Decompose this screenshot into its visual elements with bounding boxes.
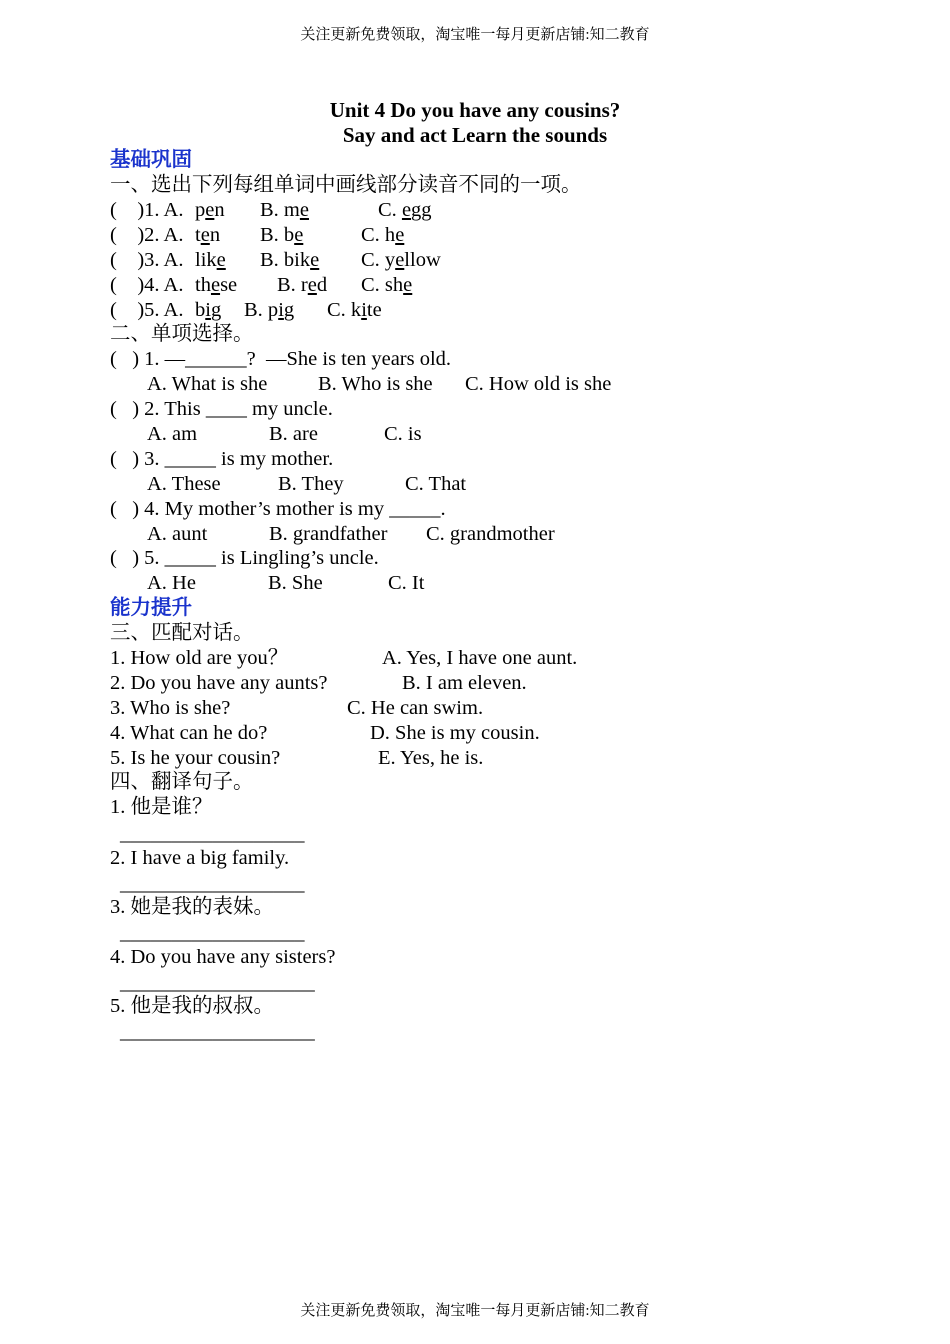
part3-answer-d: D. She is my cousin. xyxy=(370,722,540,744)
part4-item-1: 1. 他是谁？ xyxy=(110,796,213,818)
part3-question-5: 5. Is he your cousin? xyxy=(110,747,281,769)
part3-question-3: 3. Who is she? xyxy=(110,697,231,719)
part1-item-3-num: ( )3. A. xyxy=(110,249,189,271)
part2-q1-option-c: C. How old is she xyxy=(465,373,612,395)
part2-q3-option-a: A. These xyxy=(147,473,221,495)
part1-item-5-option-c: C. kite xyxy=(327,299,382,321)
section-basic-heading: 基础巩固 xyxy=(110,149,192,171)
part1-item-5-option-b: B. pig xyxy=(244,299,295,321)
part2-q2-option-b: B. are xyxy=(269,423,318,445)
part3-question-1: 1. How old are you？ xyxy=(110,647,289,669)
part1-item-2-option-c: C. he xyxy=(361,224,405,246)
part1-item-3-option-b: B. bike xyxy=(260,249,320,271)
part2-question-5: ( ) 5. _____ is Lingling’s uncle. xyxy=(110,547,379,569)
part2-q4-option-a: A. aunt xyxy=(147,523,208,545)
page-header: 关注更新免费领取，淘宝唯一每月更新店铺:知二教育 xyxy=(300,27,650,43)
part3-answer-a: A. Yes, I have one aunt. xyxy=(382,647,578,669)
part1-item-4-option-c: C. she xyxy=(361,274,413,296)
part1-heading: 一、选出下列每组单词中画线部分读音不同的一项。 xyxy=(110,174,582,196)
part3-question-4: 4. What can he do? xyxy=(110,722,268,744)
part4-answer-line-5[interactable]: ___________________ xyxy=(120,1021,315,1043)
part2-q4-option-b: B. grandfather xyxy=(269,523,388,545)
part2-question-1: ( ) 1. —______? —She is ten years old. xyxy=(110,348,452,370)
part3-answer-b: B. I am eleven. xyxy=(402,672,527,694)
worksheet-subtitle: Say and act Learn the sounds xyxy=(342,123,608,147)
part1-item-5-option-a: big xyxy=(195,299,222,321)
part4-item-3: 3. 她是我的表妹。 xyxy=(110,896,274,918)
page-footer: 关注更新免费领取，淘宝唯一每月更新店铺:知二教育 xyxy=(300,1303,650,1319)
part1-item-2-option-a: ten xyxy=(195,224,221,246)
part4-answer-line-2[interactable]: __________________ xyxy=(120,873,305,895)
part2-q5-option-a: A. He xyxy=(147,572,196,594)
part4-item-2: 2. I have a big family. xyxy=(110,847,290,869)
part1-item-3-option-a: like xyxy=(195,249,226,271)
part4-item-5: 5. 他是我的叔叔。 xyxy=(110,995,274,1017)
part2-question-2: ( ) 2. This ____ my uncle. xyxy=(110,398,333,420)
part2-q3-option-c: C. That xyxy=(405,473,467,495)
part1-item-4-num: ( )4. A. xyxy=(110,274,189,296)
part2-q5-option-b: B. She xyxy=(268,572,323,594)
part1-item-4-option-a: these xyxy=(195,274,238,296)
part3-answer-c: C. He can swim. xyxy=(347,697,484,719)
part1-item-2-num: ( )2. A. xyxy=(110,224,189,246)
part4-answer-line-1[interactable]: __________________ xyxy=(120,823,305,845)
part1-item-3-option-c: C. yellow xyxy=(361,249,441,271)
worksheet-title: Unit 4 Do you have any cousins? xyxy=(329,98,621,122)
part4-heading: 四、翻译句子。 xyxy=(110,771,254,793)
part1-item-1-option-b: B. me xyxy=(260,199,309,221)
part1-item-1-option-c: C. egg xyxy=(378,199,432,221)
part2-q5-option-c: C. It xyxy=(388,572,425,594)
part3-answer-e: E. Yes, he is. xyxy=(378,747,484,769)
part3-question-2: 2. Do you have any aunts? xyxy=(110,672,328,694)
part2-q2-option-c: C. is xyxy=(384,423,422,445)
part1-item-1-num: ( )1. A. xyxy=(110,199,189,221)
section-advance-heading: 能力提升 xyxy=(110,597,192,619)
part1-item-5-num: ( )5. A. xyxy=(110,299,189,321)
part2-q1-option-a: A. What is she xyxy=(147,373,268,395)
part2-q4-option-c: C. grandmother xyxy=(426,523,555,545)
part2-question-4: ( ) 4. My mother’s mother is my _____. xyxy=(110,498,446,520)
part3-heading: 三、匹配对话。 xyxy=(110,622,254,644)
part2-question-3: ( ) 3. _____ is my mother. xyxy=(110,448,334,470)
part4-answer-line-3[interactable]: __________________ xyxy=(120,922,305,944)
part2-q1-option-b: B. Who is she xyxy=(318,373,433,395)
part2-heading: 二、单项选择。 xyxy=(110,323,254,345)
part1-item-2-option-b: B. be xyxy=(260,224,304,246)
part2-q3-option-b: B. They xyxy=(278,473,344,495)
part1-item-1-option-a: pen xyxy=(195,199,225,221)
part2-q2-option-a: A. am xyxy=(147,423,198,445)
part4-item-4: 4. Do you have any sisters? xyxy=(110,946,336,968)
part1-item-4-option-b: B. red xyxy=(277,274,328,296)
part4-answer-line-4[interactable]: ___________________ xyxy=(120,972,315,994)
